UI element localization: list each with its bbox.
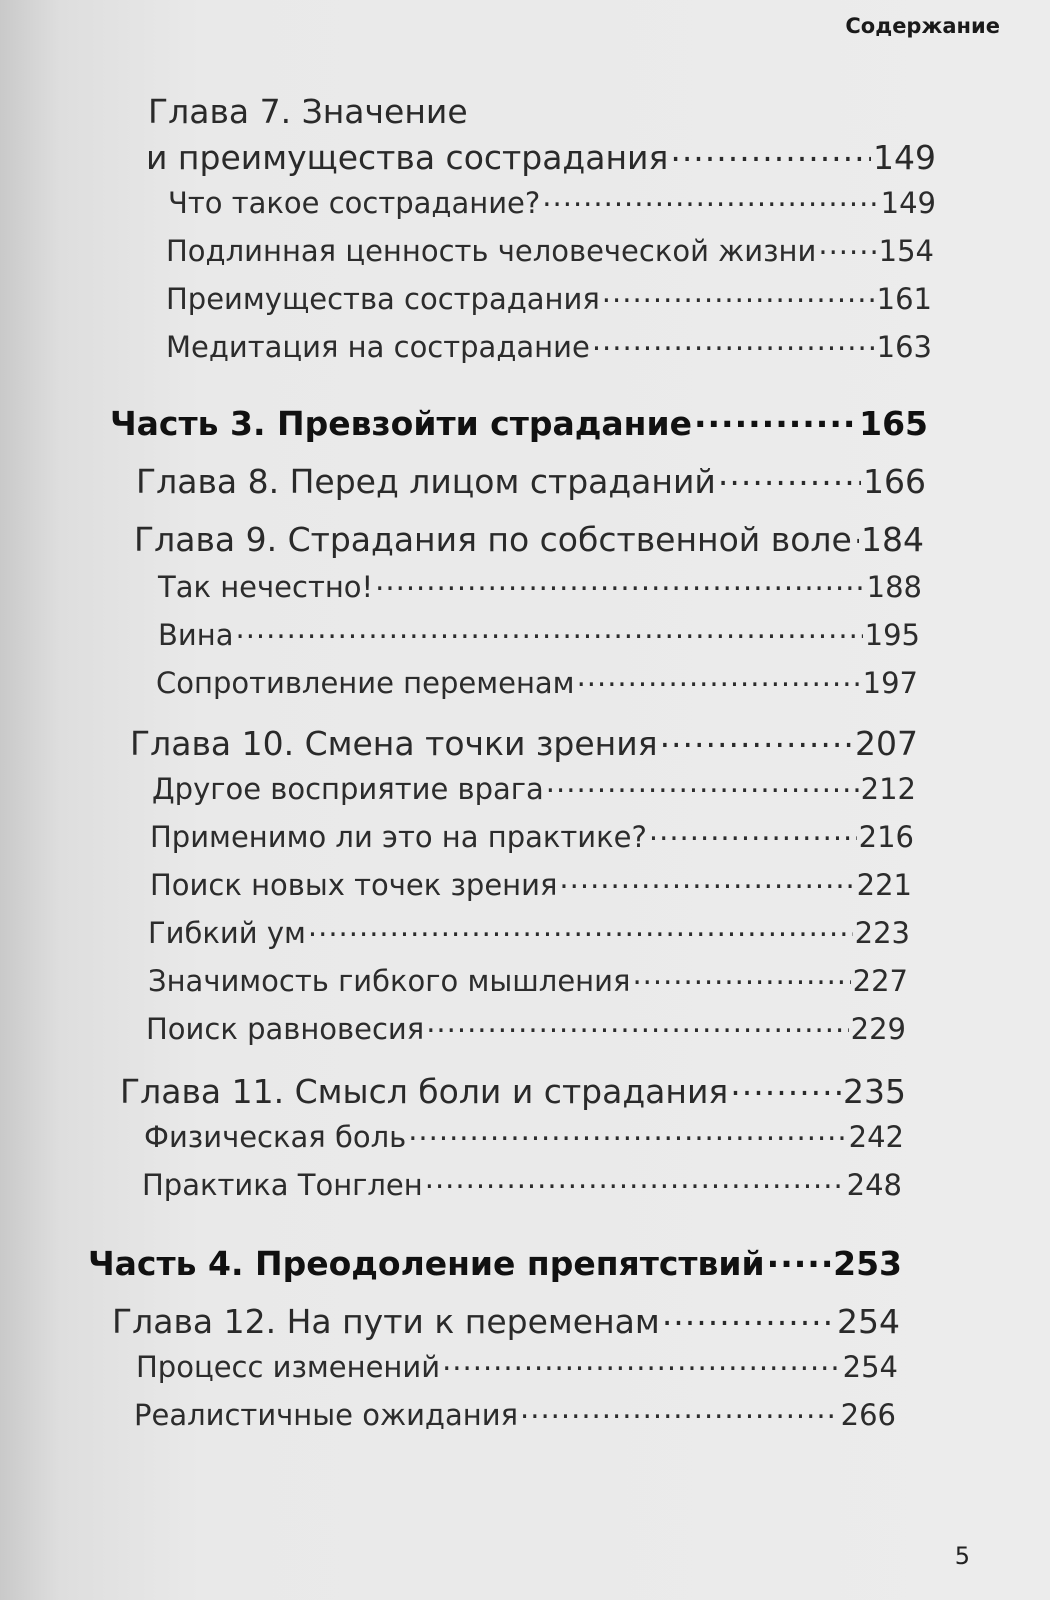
dot-leader bbox=[559, 869, 854, 895]
toc-entry-page: 221 bbox=[856, 868, 912, 902]
toc-entry[interactable] bbox=[158, 618, 920, 652]
dot-leader bbox=[854, 521, 859, 551]
toc-entry-page: 227 bbox=[852, 964, 908, 998]
dot-leader bbox=[632, 965, 850, 991]
toc-entry-title: Реалистичные ожидания bbox=[134, 1398, 519, 1432]
toc-entry-title: Значимость гибкого мышления bbox=[148, 964, 631, 998]
dot-leader bbox=[602, 283, 875, 309]
toc-entry-title: Что такое сострадание? bbox=[168, 186, 541, 220]
toc-entry-chapter-10[interactable] bbox=[130, 724, 918, 763]
toc-entry-title: Глава 11. Смысл боли и страдания bbox=[120, 1072, 729, 1111]
dot-leader bbox=[592, 331, 875, 357]
running-head: Содержание bbox=[845, 14, 1000, 38]
dot-leader bbox=[425, 1169, 845, 1195]
dot-leader bbox=[730, 1073, 841, 1103]
toc-entry-title: Процесс изменений bbox=[136, 1350, 441, 1384]
dot-leader bbox=[662, 1303, 835, 1333]
toc-entry-page: 235 bbox=[843, 1072, 906, 1111]
toc-entry[interactable] bbox=[136, 1350, 898, 1384]
toc-entry[interactable] bbox=[158, 570, 922, 604]
toc-entry-page: 253 bbox=[833, 1244, 902, 1283]
toc-entry-title: Применимо ли это на практике? bbox=[150, 820, 647, 854]
toc-entry-page: 165 bbox=[859, 404, 928, 443]
toc-entry-title: Другое восприятие врага bbox=[152, 772, 544, 806]
toc-entry-chapter-7[interactable] bbox=[146, 138, 936, 177]
toc-entry[interactable] bbox=[148, 964, 908, 998]
toc-entry-page: 216 bbox=[858, 820, 914, 854]
toc-entry-title: Часть 3. Превзойти страдание bbox=[110, 404, 692, 443]
toc-entry[interactable] bbox=[150, 820, 914, 854]
toc-entry-page: 223 bbox=[854, 916, 910, 950]
toc-entry-title: Часть 4. Преодоление препятствий bbox=[88, 1244, 765, 1283]
dot-leader bbox=[649, 821, 857, 847]
toc-entry-page: 197 bbox=[862, 666, 918, 700]
dot-leader bbox=[546, 773, 859, 799]
dot-leader bbox=[818, 235, 876, 261]
dot-leader bbox=[442, 1351, 841, 1377]
toc-entry-page: 254 bbox=[842, 1350, 898, 1384]
toc-entry-page: 188 bbox=[866, 570, 922, 604]
toc-entry-title: Поиск равновесия bbox=[146, 1012, 425, 1046]
dot-leader bbox=[520, 1399, 839, 1425]
toc-entry-part-3[interactable] bbox=[110, 404, 928, 443]
toc-entry-page: 242 bbox=[848, 1120, 904, 1154]
toc-entry-title: Глава 10. Смена точки зрения bbox=[130, 724, 658, 763]
toc-entry-title: Практика Тонглен bbox=[142, 1168, 423, 1202]
toc-entry[interactable] bbox=[146, 1012, 906, 1046]
dot-leader bbox=[670, 139, 871, 169]
toc-entry[interactable] bbox=[142, 1168, 902, 1202]
toc-entry[interactable] bbox=[168, 186, 936, 220]
dot-leader bbox=[718, 463, 861, 493]
toc-entry-page: 254 bbox=[837, 1302, 900, 1341]
toc-entry-page: 161 bbox=[876, 282, 932, 316]
toc-entry-chapter-11[interactable] bbox=[120, 1072, 906, 1111]
toc-entry-chapter-8[interactable] bbox=[136, 462, 926, 501]
toc-entry-page: 207 bbox=[855, 724, 918, 763]
toc-entry-chapter-9[interactable] bbox=[134, 520, 924, 559]
toc-entry-title: Преимущества сострадания bbox=[166, 282, 600, 316]
page-number: 5 bbox=[954, 1542, 970, 1570]
toc-entry-page: 154 bbox=[878, 234, 934, 268]
toc-entry-title: Сопротивление переменам bbox=[156, 666, 575, 700]
toc-entry[interactable] bbox=[144, 1120, 904, 1154]
toc-entry[interactable] bbox=[150, 868, 912, 902]
toc-entry-title: Медитация на сострадание bbox=[166, 330, 590, 364]
toc-entry-page: 195 bbox=[864, 618, 920, 652]
toc-entry-page: 149 bbox=[873, 138, 936, 177]
toc-entry[interactable] bbox=[152, 772, 916, 806]
toc-entry[interactable] bbox=[156, 666, 918, 700]
toc-entry-page: 184 bbox=[861, 520, 924, 559]
toc-entry-title: Физическая боль bbox=[144, 1120, 407, 1154]
dot-leader bbox=[426, 1013, 848, 1039]
toc-entry-chapter-12[interactable] bbox=[112, 1302, 900, 1341]
toc-entry[interactable] bbox=[166, 234, 934, 268]
toc-entry-title: Глава 9. Страдания по собственной воле bbox=[134, 520, 852, 559]
toc-entry-title: Гибкий ум bbox=[148, 916, 306, 950]
toc-entry-title: Подлинная ценность человеческой жизни bbox=[166, 234, 817, 268]
toc-entry-title: Глава 12. На пути к переменам bbox=[112, 1302, 660, 1341]
toc-entry-page: 212 bbox=[860, 772, 916, 806]
toc-entry-title: Поиск новых точек зрения bbox=[150, 868, 558, 902]
dot-leader bbox=[577, 667, 861, 693]
dot-leader bbox=[308, 917, 853, 943]
dot-leader bbox=[660, 725, 853, 755]
toc-entry-title: Так нечестно! bbox=[158, 570, 374, 604]
toc-entry[interactable] bbox=[148, 916, 910, 950]
dot-leader bbox=[542, 187, 878, 213]
toc-entry-title: Вина bbox=[158, 618, 234, 652]
toc-entry-part-4[interactable] bbox=[88, 1244, 902, 1283]
dot-leader bbox=[694, 405, 857, 435]
chapter-7-title-line1: Глава 7. Значение bbox=[148, 92, 468, 131]
dot-leader bbox=[235, 619, 862, 645]
toc-entry-page: 163 bbox=[876, 330, 932, 364]
toc-entry-page: 229 bbox=[850, 1012, 906, 1046]
toc-entry-title: и преимущества сострадания bbox=[146, 138, 669, 177]
dot-leader bbox=[408, 1121, 846, 1147]
dot-leader bbox=[767, 1245, 831, 1275]
toc-entry-title: Глава 8. Перед лицом страданий bbox=[136, 462, 716, 501]
toc-entry-page: 248 bbox=[846, 1168, 902, 1202]
toc-entry-page: 166 bbox=[863, 462, 926, 501]
dot-leader bbox=[375, 571, 864, 597]
toc-entry[interactable] bbox=[166, 330, 932, 364]
toc-entry[interactable] bbox=[166, 282, 932, 316]
toc-entry-page: 149 bbox=[880, 186, 936, 220]
toc-entry[interactable] bbox=[134, 1398, 896, 1432]
toc-entry-page: 266 bbox=[840, 1398, 896, 1432]
